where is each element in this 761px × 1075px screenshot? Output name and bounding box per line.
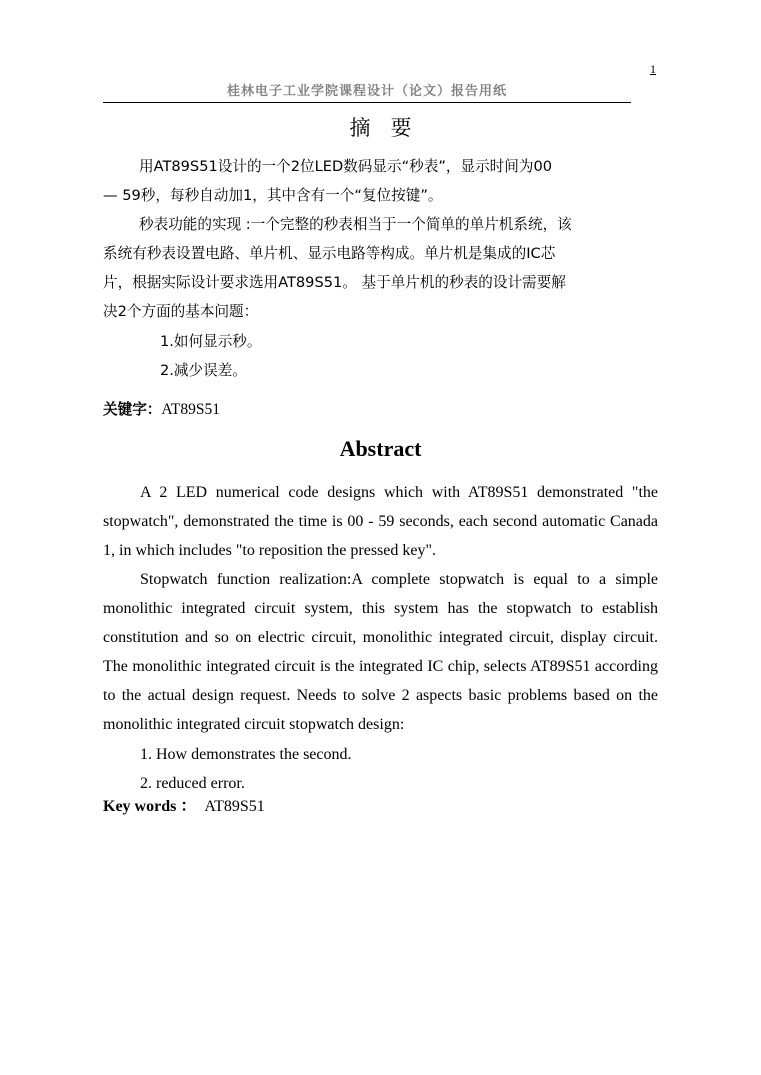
keywords-cn — [103, 395, 220, 424]
abstract-title-cn — [0, 112, 761, 142]
abstract-cn-paragraph-2 — [103, 210, 658, 326]
keywords-cn-value: AT89S51 — [161, 401, 220, 418]
header-divider — [103, 102, 631, 103]
abstract-cn-p2-line: 秒表功能的实现 :一个完整的秒表相当于一个简单的单片机系统，该 — [139, 216, 572, 233]
abstract-cn-p2-line: 系统有秒表设置电路、单片机、显示电路等构成。单片机是集成的IC芯 — [103, 245, 556, 262]
abstract-en-item-2: 2. reduced error. — [140, 775, 245, 792]
keywords-en-value: AT89S51 — [204, 798, 265, 815]
abstract-title-cn-left: 摘 — [349, 116, 371, 140]
abstract-cn-item-1: 1.如何显示秒。 — [160, 333, 262, 350]
abstract-cn-item-2: 2.减少误差。 — [160, 362, 247, 379]
page-header: 桂林电子工业学院课程设计（论文）报告用纸 — [226, 84, 507, 99]
abstract-cn-paragraph-1 — [103, 152, 658, 210]
abstract-cn-p2-line: 片，根据实际设计要求选用AT89S51。 基于单片机的秒表的设计需要解 — [103, 274, 566, 291]
abstract-en-paragraph-2: Stopwatch function realization:A complete stopwatch is equal to a simple monolithic integrated circuit system, this system has the stopwatch to establish constitution and so on electric circuit, monolithic integrated circuit, display circuit. The monolithic integrated circuit is the integrated IC chip, selects AT89S51 according to the actual design request. Needs to solve 2 aspects basic problems based on the monolithic integrated circuit stopwatch design: — [103, 571, 658, 733]
abstract-en-item-1: 1. How demonstrates the second. — [140, 746, 352, 763]
page-number: 1 — [650, 62, 656, 76]
abstract-cn-p1-line: 用AT89S51设计的一个2位LED数码显示“秒表”，显示时间为00 — [139, 158, 553, 175]
keywords-cn-label: 关键字： — [103, 401, 162, 418]
abstract-cn-p1-line: — 59秒，每秒自动加1，其中含有一个“复位按键”。 — [103, 187, 443, 204]
abstract-cn-p2-line: 决2个方面的基本问题： — [103, 303, 259, 320]
keywords-en-label: Key words ： — [103, 798, 197, 815]
abstract-en-paragraph-1: A 2 LED numerical code designs which with AT89S51 demonstrated "the stopwatch", demonstrated the time is 00 - 59 seconds, each second automatic Canada 1, in which includes "to reposition the pressed key". — [103, 484, 658, 559]
abstract-title-en: Abstract — [339, 436, 422, 461]
keywords-en — [103, 792, 265, 821]
abstract-title-cn-right: 要 — [390, 116, 412, 140]
